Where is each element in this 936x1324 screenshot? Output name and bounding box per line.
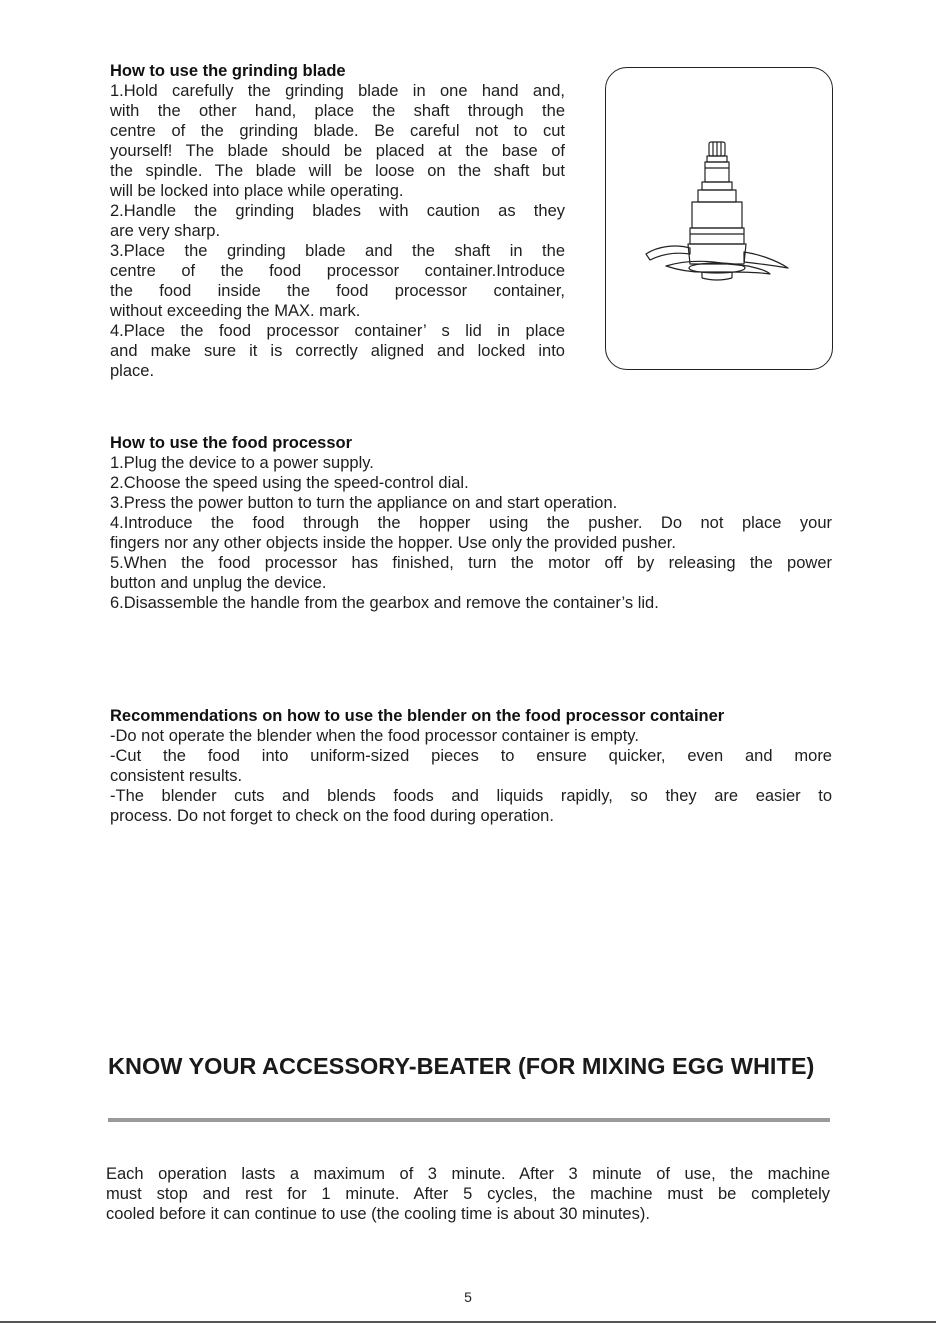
text-line: -Do not operate the blender when the food processor container is empty. [110,727,639,745]
text-line: cooled before it can continue to use (the cooling time is about 30 minutes). [106,1205,650,1223]
section-grinding-blade [110,61,565,381]
text-line: centre of the grinding blade. Be careful not to cut [110,122,565,140]
text-line: without exceeding the MAX. mark. [110,302,361,320]
text-line: 2.Handle the grinding blades with caution as they [110,202,565,220]
text-line: -Cut the food into uniform-sized pieces to ensure quicker, even and more [110,747,832,765]
text-line: 4.Place the food processor container’ s lid in place [110,322,565,340]
section-body [110,453,832,613]
usage-note-body [106,1164,830,1224]
section-body [110,726,832,826]
page-number: 5 [464,1289,472,1305]
main-heading: KNOW YOUR ACCESSORY-BEATER (FOR MIXING EGG WHITE) [108,1053,815,1079]
text-line: with the other hand, place the shaft through the [110,102,565,120]
text-line: fingers nor any other objects inside the hopper. Use only the provided pusher. [110,534,676,552]
text-line: place. [110,362,155,380]
section-recommendations [110,706,832,826]
text-line: consistent results. [110,767,243,785]
text-line: button and unplug the device. [110,574,327,592]
text-line: 3.Press the power button to turn the appliance on and start operation. [110,494,618,512]
text-line: 3.Place the grinding blade and the shaft in the [110,242,565,260]
text-line: yourself! The blade should be placed at the base of [110,142,565,160]
text-line: -The blender cuts and blends foods and liquids rapidly, so they are easier to [110,787,832,805]
grinding-blade-illustration [605,67,833,370]
text-line: Each operation lasts a maximum of 3 minute. After 3 minute of use, the machine [106,1165,830,1183]
page-bottom-border [0,1321,936,1323]
text-line: 6.Disassemble the handle from the gearbox and remove the container’s lid. [110,594,659,612]
text-line: process. Do not forget to check on the food during operation. [110,807,554,825]
grinding-blade-icon [606,68,834,371]
text-line: the food inside the food processor container, [110,282,565,300]
text-line: 1.Hold carefully the grinding blade in one hand and, [110,82,565,100]
section-body [110,81,565,381]
heading-divider [108,1118,830,1122]
usage-note [106,1164,830,1224]
section-food-processor [110,433,832,613]
text-line: and make sure it is correctly aligned and locked into [110,342,565,360]
text-line: the spindle. The blade will be loose on the shaft but [110,162,565,180]
text-line: centre of the food processor container.Introduce [110,262,565,280]
section-heading: Recommendations on how to use the blender on the food processor container [110,707,725,725]
text-line: are very sharp. [110,222,221,240]
text-line: 1.Plug the device to a power supply. [110,454,374,472]
text-line: must stop and rest for 1 minute. After 5 cycles, the machine must be completely [106,1185,830,1203]
section-heading: How to use the food processor [110,434,353,452]
text-line: 5.When the food processor has finished, turn the motor off by releasing the power [110,554,832,572]
text-line: 2.Choose the speed using the speed-control dial. [110,474,469,492]
section-heading: How to use the grinding blade [110,62,346,80]
text-line: 4.Introduce the food through the hopper using the pusher. Do not place your [110,514,832,532]
text-line: will be locked into place while operating. [110,182,404,200]
